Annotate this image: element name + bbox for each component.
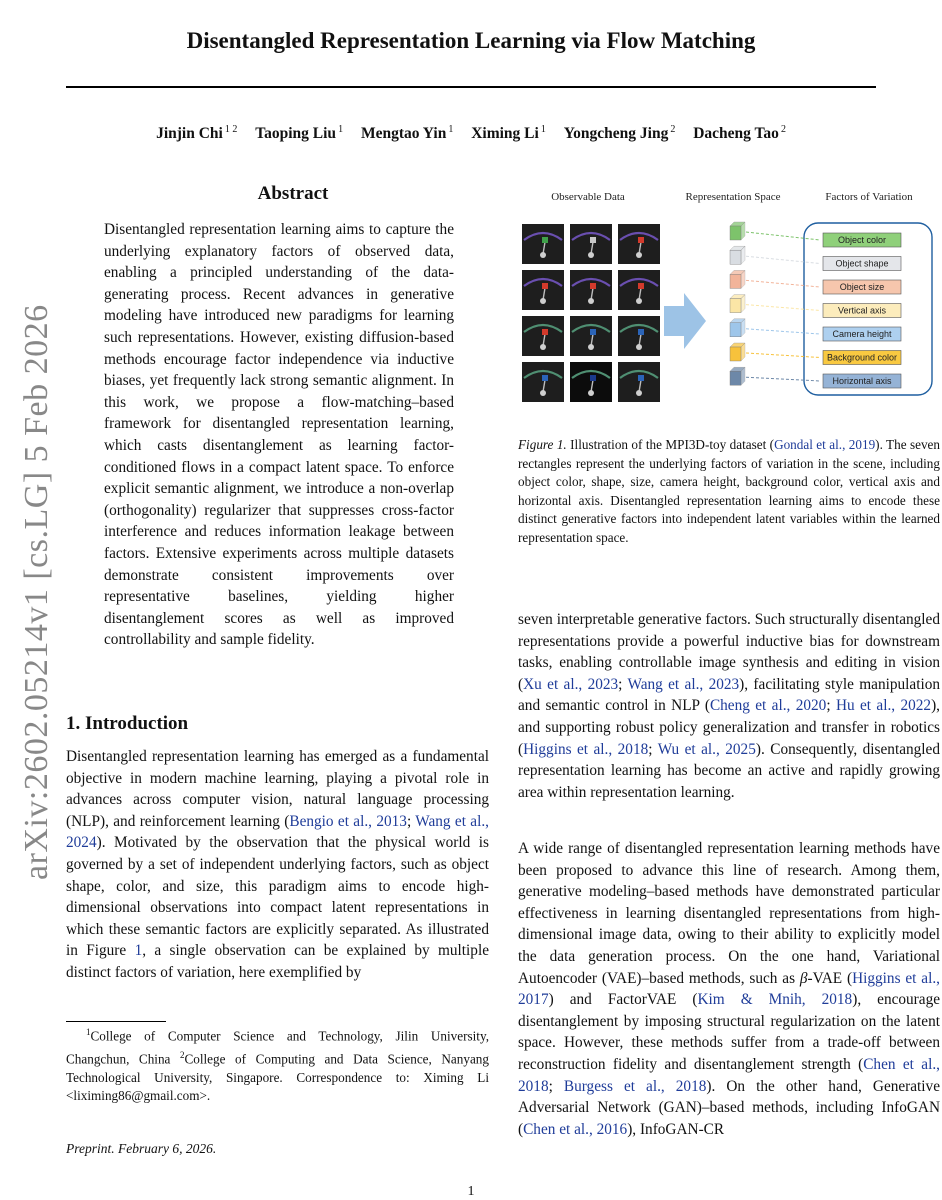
text-run: ), InfoGAN-CR bbox=[627, 1120, 725, 1138]
figure-1-mpi3d-illustration bbox=[518, 183, 940, 431]
factor-box bbox=[823, 351, 901, 365]
scene-thumbnail bbox=[618, 224, 660, 264]
factor-box bbox=[823, 327, 901, 341]
author-affiliation: 1 bbox=[448, 124, 454, 135]
author bbox=[255, 125, 343, 142]
arxiv-id-text: arXiv:2602.05214v1 [cs.LG] 5 Feb 2026 bbox=[18, 304, 55, 880]
factor-box bbox=[823, 280, 901, 294]
author-name: Mengtao Yin bbox=[360, 125, 447, 143]
scene-thumbnail bbox=[522, 362, 564, 402]
factor-box bbox=[823, 233, 901, 247]
text-run: ). The seven rectangles represent the underlying factors of variation in the scene, including object color, shape, size, camera height, background color, vertical axis and horizontal axis. Disentangled representation learning aims to encode these distinct generative factors into independent latent variables within the learned representation space. bbox=[518, 437, 940, 545]
factor-connector bbox=[746, 232, 820, 240]
latent-cube bbox=[730, 270, 745, 288]
scene-thumbnail bbox=[522, 270, 564, 310]
factor-box bbox=[823, 257, 901, 271]
page-number: 1 bbox=[467, 1184, 475, 1199]
citation-link[interactable]: Chen et al., 2016 bbox=[523, 1120, 628, 1138]
right-paragraph-2 bbox=[518, 838, 940, 1140]
abstract-text: Disentangled representation learning aims to capture the underlying explanatory factors of observed data, enabling a principled understanding of the data-generating process. Recent advances in generative modeling have introduced new paradigms for learning such representations. However, existing diffusion-based methods encourage factor independence via inductive biases, yet frequently lack strong semantic alignment. In this work, we propose a flow-matching–based framework for disentangled representation learning, which casts disentanglement as learning factor-conditioned flows in a compact latent space. To enforce explicit semantic alignment, we introduce a non-overlap (orthogonality) regularizer that suppresses cross-factor interference and reduces information leakage between factors. Extensive experiments across multiple datasets demonstrate consistent improvements over representative baselines, yielding higher disentanglement scores as well as improved controllability and sample fidelity. bbox=[104, 221, 454, 649]
factor-connector bbox=[746, 329, 820, 334]
factor-box bbox=[823, 374, 901, 388]
text-run: seven interpretable generative factors. Such structurally disentangled representations provide a powerful inductive bias for downstream tasks, enabling controllable image synthesis and editing in vision ( bbox=[518, 611, 940, 693]
latent-cube bbox=[730, 246, 745, 264]
text-run: ) and FactorVAE ( bbox=[548, 991, 698, 1009]
author-affiliation: 1 bbox=[338, 124, 344, 135]
factor-connector bbox=[746, 305, 820, 311]
scene-thumbnail bbox=[570, 316, 612, 356]
citation-link[interactable]: Bengio et al., 2013 bbox=[289, 812, 407, 830]
factor-box bbox=[823, 304, 901, 318]
author-name: Yongcheng Jing bbox=[563, 125, 669, 143]
factor-connector bbox=[746, 377, 820, 381]
latent-cube bbox=[730, 367, 745, 385]
paper-title: Disentangled Representation Learning via Flow Matching bbox=[186, 28, 756, 53]
factor-label: Horizontal axis bbox=[832, 376, 892, 387]
latent-cube bbox=[730, 343, 745, 361]
text-run: ; bbox=[618, 675, 628, 693]
factor-label: Vertical axis bbox=[837, 305, 887, 316]
citation-link[interactable]: Higgins et al., 2017 bbox=[518, 969, 940, 1009]
figure-ref-link[interactable]: 1 bbox=[134, 942, 143, 960]
right-paragraph-1 bbox=[518, 609, 940, 803]
text-run: , a single observation can be explained by multiple distinct factors of variation, here exemplified by bbox=[66, 942, 489, 981]
intro-paragraph bbox=[66, 746, 489, 984]
citation-link[interactable]: Kim & Mnih, 2018 bbox=[697, 991, 853, 1009]
footnote-rule bbox=[66, 1021, 166, 1022]
factor-label: Object color bbox=[837, 235, 887, 246]
text-run: ; bbox=[826, 697, 836, 715]
latent-cube-column bbox=[730, 222, 745, 385]
author-affiliation: 1 bbox=[540, 124, 546, 135]
text-run: -VAE ( bbox=[807, 969, 853, 987]
text-run: ), facilitating style manipulation and semantic control in NLP ( bbox=[518, 675, 940, 715]
text-run: ; bbox=[648, 740, 658, 758]
author-name: Ximing Li bbox=[471, 125, 539, 143]
text-run: Disentangled representation learning has emerged as a fundamental objective in modern machine learning, playing a pivotal role in advances across computer vision, natural language processing (NLP), and reinforcement learning ( bbox=[66, 748, 489, 830]
cube-factor-connectors bbox=[746, 232, 820, 381]
factor-label: Object shape bbox=[835, 258, 889, 269]
scene-thumbnail bbox=[570, 270, 612, 310]
citation-link[interactable]: Cheng et al., 2020 bbox=[709, 697, 827, 715]
citation-link[interactable]: Chen et al., 2018 bbox=[518, 1055, 940, 1095]
factor-list bbox=[823, 233, 901, 388]
arrow-right-icon bbox=[664, 293, 706, 349]
scene-thumbnail bbox=[570, 362, 612, 402]
citation-link[interactable]: Wang et al., 2024 bbox=[66, 812, 489, 852]
author-name: Taoping Liu bbox=[255, 125, 337, 143]
text-run: ; bbox=[548, 1077, 564, 1095]
text-run: ). Motivated by the observation that the physical world is governed by a set of independent underlying factors, such as object shape, color, and size, this paradigm aims to encode high-dimensional observations into compact latent representations in which these semantic factors are explicitly separated. As illustrated in Figure bbox=[66, 834, 489, 960]
section-heading-introduction: 1. Introduction bbox=[66, 713, 189, 734]
latent-cube bbox=[730, 222, 745, 240]
caption-label: Figure 1. bbox=[518, 437, 567, 452]
scene-thumbnail bbox=[618, 316, 660, 356]
scene-thumbnail bbox=[570, 224, 612, 264]
factor-label: Object size bbox=[839, 282, 885, 293]
text-run: Illustration of the MPI3D-toy dataset ( bbox=[566, 437, 775, 452]
citation-link[interactable]: Higgins et al., 2018 bbox=[523, 740, 649, 758]
abstract-heading: Abstract bbox=[257, 183, 329, 204]
text-run: ), encourage disentanglement by imposing structural regularization on the latent space. However, these methods suffer from a trade-off between reconstruction fidelity and disentanglement strength ( bbox=[518, 991, 941, 1073]
factor-connector bbox=[746, 280, 820, 287]
author-list bbox=[66, 124, 876, 143]
author-name: Dacheng Tao bbox=[693, 125, 779, 143]
text-run: ; bbox=[406, 812, 416, 830]
text-run: ), and supporting robust policy generalization and transfer in robotics ( bbox=[518, 697, 940, 758]
factor-label: Background color bbox=[826, 352, 898, 363]
citation-link[interactable]: Xu et al., 2023 bbox=[523, 675, 619, 693]
latent-cube bbox=[730, 319, 745, 337]
author bbox=[471, 125, 546, 142]
latent-cube bbox=[730, 295, 745, 313]
scene-thumbnail bbox=[522, 316, 564, 356]
footnote-marker: 2 bbox=[179, 1049, 185, 1060]
scene-thumbnail bbox=[618, 270, 660, 310]
author bbox=[361, 125, 453, 142]
citation-link[interactable]: Gondal et al., 2019 bbox=[774, 437, 876, 452]
preprint-note: Preprint. February 6, 2026. bbox=[66, 1141, 217, 1156]
author-name: Jinjin Chi bbox=[156, 125, 223, 143]
footnote-marker: 1 bbox=[86, 1027, 91, 1037]
figure-header-observable-data: Observable Data bbox=[551, 191, 625, 203]
citation-link[interactable]: Hu et al., 2022 bbox=[835, 697, 932, 715]
factor-connector bbox=[746, 256, 820, 263]
author-affiliation: 2 bbox=[780, 124, 786, 135]
figure-header-factors-of-variation: Factors of Variation bbox=[825, 191, 913, 203]
factor-connector bbox=[746, 353, 820, 358]
figure-header-representation-space: Representation Space bbox=[685, 191, 781, 203]
footnote-text: College of Computer Science and Technology, Jilin University, Changchun, China bbox=[66, 1028, 489, 1067]
scene-thumbnail bbox=[522, 224, 564, 264]
citation-link[interactable]: Burgess et al., 2018 bbox=[563, 1077, 707, 1095]
scene-thumbnail bbox=[618, 362, 660, 402]
figure-1-caption bbox=[518, 436, 940, 548]
author-affiliation: 2 bbox=[670, 124, 676, 135]
observable-image-grid bbox=[522, 224, 660, 402]
text-run: A wide range of disentangled representation learning methods have been proposed to advance this line of research. Among them, generative modeling–based methods have demonstrated particular effectiveness in learning disentangled representations from high-dimensional image data, owing to their ability to explicitly model the data generation process. On the one hand, Variational Autoencoder (VAE)–based methods, such as bbox=[518, 840, 940, 987]
beta-symbol: β bbox=[799, 969, 808, 987]
text-run: ). On the other hand, Generative Adversarial Network (GAN)–based methods, including InfoGAN ( bbox=[518, 1077, 940, 1138]
author bbox=[564, 125, 676, 142]
author-affiliation: 1 2 bbox=[224, 124, 238, 135]
affiliation-footnote bbox=[66, 1023, 489, 1106]
factor-label: Camera height bbox=[832, 329, 892, 340]
footnote-text: College of Computing and Data Science, Nanyang Technological University, Singapore. Correspondence to: Ximing Li <liximing86@gmail.com>. bbox=[66, 1051, 489, 1104]
arxiv-watermark bbox=[0, 0, 55, 1200]
citation-link[interactable]: Wu et al., 2025 bbox=[657, 740, 756, 758]
citation-link[interactable]: Wang et al., 2023 bbox=[627, 675, 740, 693]
title-rule bbox=[66, 86, 876, 88]
author bbox=[156, 125, 237, 142]
text-run: ). Consequently, disentangled representation learning has become an active and rapidly growing area within representation learning. bbox=[518, 740, 940, 801]
author bbox=[693, 125, 786, 142]
